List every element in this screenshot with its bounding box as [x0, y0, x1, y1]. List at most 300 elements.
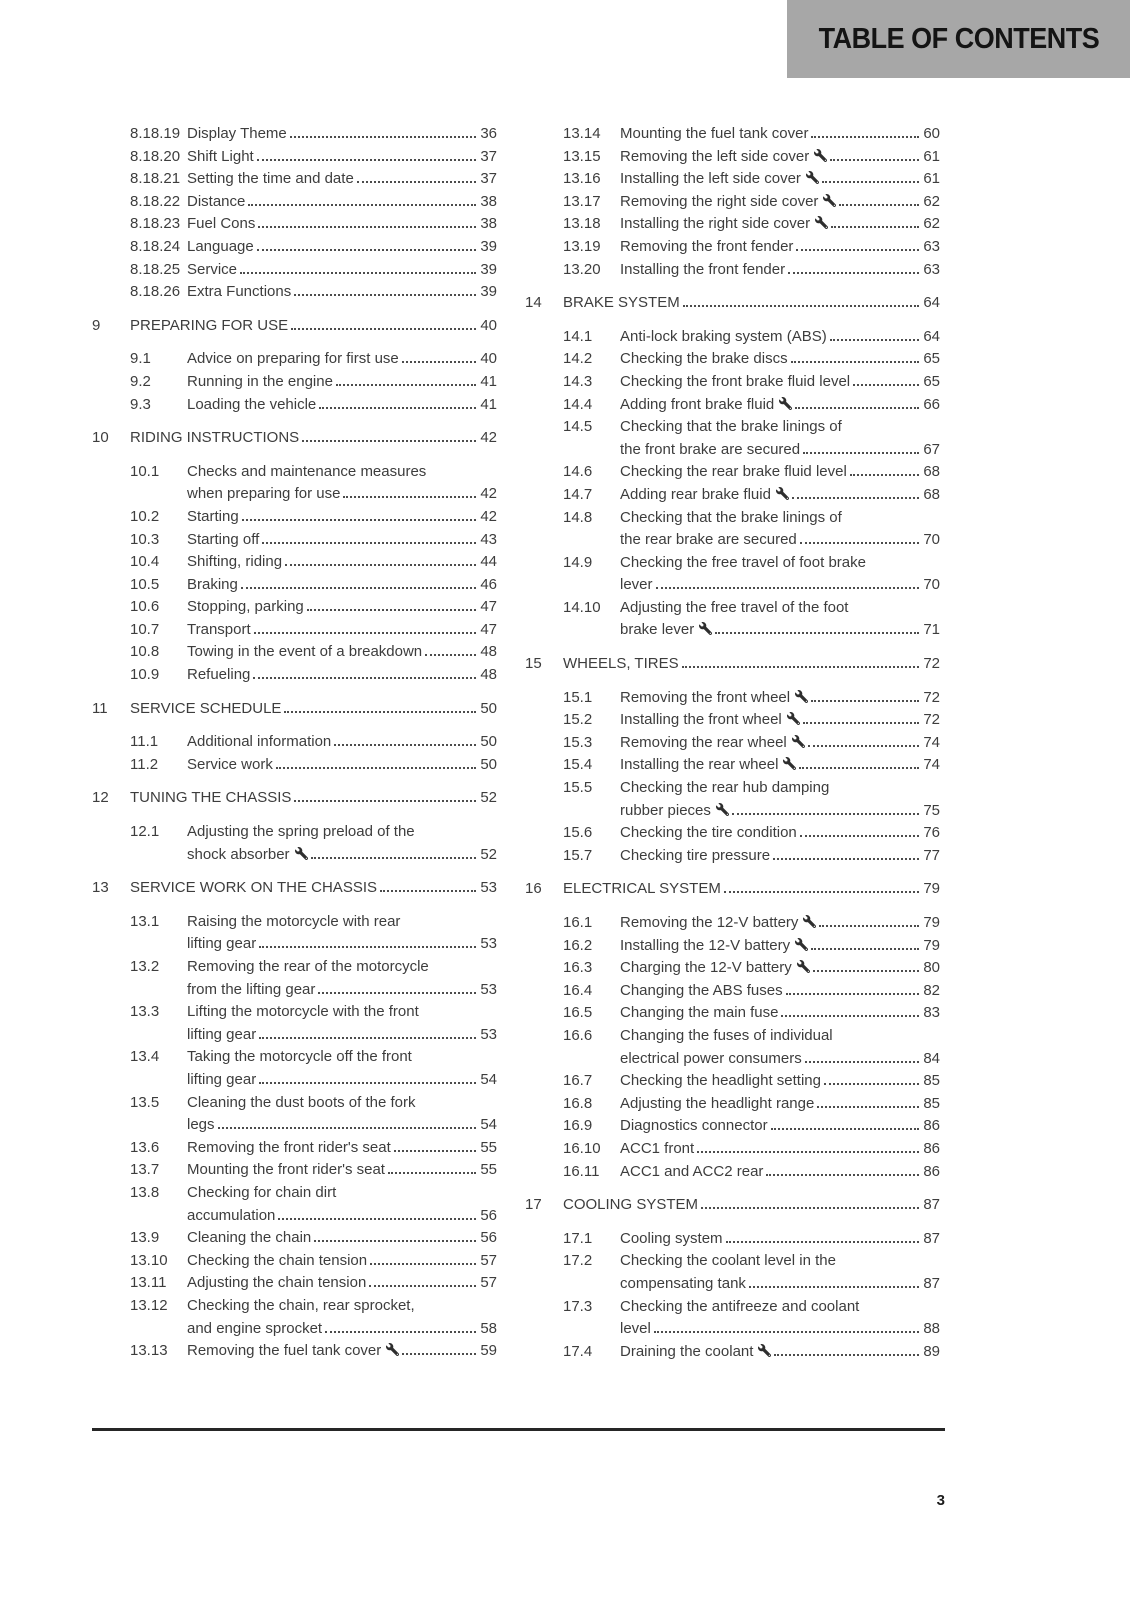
entry-title: Checking the chain tension [187, 1251, 368, 1269]
entry-page-number: 53 [480, 935, 497, 953]
entry-body [620, 709, 940, 732]
dot-leader [819, 925, 919, 927]
entry-body [187, 754, 497, 777]
footer-divider [92, 1428, 945, 1431]
entry-page-number: 87 [923, 1196, 940, 1214]
entry-page-number: 82 [923, 981, 940, 999]
toc-chapter-entry [525, 878, 940, 901]
entry-body [187, 1295, 497, 1340]
dot-leader [370, 1263, 476, 1265]
entry-page-number: 89 [923, 1342, 940, 1360]
entry-number: 13.8 [130, 1183, 160, 1201]
toc-sub-entry [525, 777, 940, 822]
entry-body [620, 123, 940, 146]
entry-number: 13.18 [563, 215, 601, 233]
entry-number: 11.1 [130, 733, 159, 751]
toc-sub-entry [92, 641, 497, 664]
toc-sub-entry [92, 1227, 497, 1250]
entry-title: Shift Light [187, 147, 254, 165]
entry-page-number: 38 [480, 215, 497, 233]
entry-body [620, 732, 940, 755]
entry-title-last-line [563, 878, 940, 901]
entry-body [620, 980, 940, 1003]
dot-leader [839, 204, 919, 206]
entry-title: COOLING SYSTEM [563, 1196, 699, 1214]
wrench-icon [815, 216, 828, 229]
toc-sub-entry [525, 1115, 940, 1138]
entry-page-number: 75 [923, 801, 940, 819]
entry-title: Checking the headlight setting [620, 1072, 821, 1090]
entry-title: RIDING INSTRUCTIONS [130, 429, 300, 447]
entry-body [620, 1070, 940, 1093]
entry-title: Stopping, parking [187, 598, 304, 616]
entry-title: Service work [187, 755, 273, 773]
entry-body [187, 619, 497, 642]
entry-title: SERVICE WORK ON THE CHASSIS [130, 879, 377, 897]
entry-number: 10.2 [130, 507, 160, 525]
entry-number: 9.3 [130, 395, 151, 413]
entry-title: Cooling system [620, 1229, 723, 1247]
toc-chapter-entry [525, 1194, 940, 1217]
dot-leader [724, 891, 919, 893]
entry-page-number: 41 [480, 372, 497, 390]
entry-title: Changing the ABS fuses [620, 981, 783, 999]
entry-page-number: 65 [923, 372, 940, 390]
entry-title: Changing the main fuse [620, 1004, 779, 1022]
entry-title: from the lifting gear [187, 980, 316, 998]
entry-title: lifting gear [187, 1070, 257, 1088]
entry-title: Draining the coolant [620, 1341, 771, 1364]
entry-body [563, 878, 940, 901]
entry-title-line: Checking that the brake linings of [620, 418, 842, 436]
entry-title: Removing the rear wheel [620, 732, 805, 755]
entry-page-number: 74 [923, 733, 940, 751]
dot-leader [697, 1151, 919, 1153]
entry-title: shock absorber [187, 844, 308, 867]
entry-number: 14.10 [563, 598, 601, 616]
entry-title-last-line [620, 1161, 940, 1184]
entry-number: 13.5 [130, 1093, 160, 1111]
entry-title-line: Checking the chain, rear sprocket, [187, 1296, 415, 1314]
entry-body [187, 551, 497, 574]
toc-sub-entry [92, 259, 497, 282]
entry-title-last-line [620, 236, 940, 259]
entry-title-last-line [187, 754, 497, 777]
entry-page-number: 68 [923, 485, 940, 503]
toc-sub-entry [525, 146, 940, 169]
dot-leader [781, 1015, 919, 1017]
entry-title: Adding rear brake fluid [620, 484, 789, 507]
toc-sub-entry [525, 935, 940, 958]
entry-title-last-line [187, 191, 497, 214]
entry-body [187, 911, 497, 956]
wrench-icon [716, 803, 729, 816]
entry-title-last-line [130, 787, 497, 810]
entry-body [620, 1002, 940, 1025]
entry-title: electrical power consumers [620, 1049, 802, 1067]
entry-number: 15.1 [563, 688, 593, 706]
entry-title: Removing the fuel tank cover [187, 1340, 399, 1363]
wrench-icon [386, 1343, 399, 1356]
dot-leader [853, 384, 919, 386]
dot-leader [307, 609, 476, 611]
entry-page-number: 52 [480, 789, 497, 807]
entry-page-number: 40 [480, 350, 497, 368]
entry-title-last-line [187, 1272, 497, 1295]
entry-number: 13.14 [563, 125, 601, 142]
entry-page-number: 56 [480, 1229, 497, 1247]
entry-body [620, 236, 940, 259]
dot-leader [257, 249, 476, 251]
entry-body [563, 1194, 940, 1217]
entry-title: Additional information [187, 733, 332, 751]
entry-body [620, 1093, 940, 1116]
entry-body [620, 1296, 940, 1341]
entry-page-number: 62 [923, 192, 940, 210]
entry-number: 8.18.24 [130, 237, 181, 255]
entry-title-last-line [620, 754, 940, 777]
entry-body [187, 348, 497, 371]
entry-body [187, 168, 497, 191]
footer-page-number: 3 [936, 1492, 945, 1509]
entry-page-number: 37 [480, 147, 497, 165]
entry-page-number: 48 [480, 643, 497, 661]
dot-leader [654, 1331, 919, 1333]
entry-title-last-line [620, 709, 940, 732]
entry-body [187, 236, 497, 259]
entry-title-line: Checking for chain dirt [187, 1183, 337, 1201]
entry-title-last-line [187, 281, 497, 304]
entry-title-line: Adjusting the free travel of the foot [620, 598, 849, 616]
toc-sub-entry [525, 1025, 940, 1070]
toc-sub-entry [92, 821, 497, 866]
dot-leader [259, 946, 476, 948]
entry-title: Setting the time and date [187, 170, 354, 188]
entry-title: Checking the brake discs [620, 350, 788, 368]
entry-page-number: 80 [923, 959, 940, 977]
entry-title: lifting gear [187, 1025, 257, 1043]
dot-leader [218, 1127, 476, 1129]
dot-leader [314, 1240, 476, 1242]
entry-page-number: 79 [923, 880, 940, 898]
entry-page-number: 72 [923, 688, 940, 706]
entry-body [620, 687, 940, 710]
dot-leader [302, 440, 476, 442]
entry-title: Adjusting the chain tension [187, 1274, 367, 1292]
entry-number: 16.10 [563, 1139, 601, 1157]
toc-sub-entry [92, 1092, 497, 1137]
dot-leader [402, 361, 476, 363]
toc-sub-entry [92, 168, 497, 191]
entry-title: when preparing for use [187, 485, 341, 503]
entry-title-last-line [620, 687, 940, 710]
dot-leader [656, 587, 919, 589]
entry-number: 10.6 [130, 598, 160, 616]
wrench-icon [823, 194, 836, 207]
wrench-icon [783, 757, 796, 770]
entry-number: 13.3 [130, 1003, 160, 1021]
entry-title-last-line [563, 653, 940, 676]
toc-sub-entry [525, 709, 940, 732]
page-title: TABLE OF CONTENTS [818, 22, 1099, 55]
toc-sub-entry [92, 664, 497, 687]
entry-title-last-line [187, 1318, 497, 1341]
toc-sub-entry [525, 1138, 940, 1161]
entry-page-number: 41 [480, 395, 497, 413]
toc-sub-entry [525, 912, 940, 935]
dot-leader [803, 722, 919, 724]
entry-number: 16.1 [563, 914, 593, 931]
entry-number: 10.3 [130, 530, 160, 548]
entry-title-line: Adjusting the spring preload of the [187, 823, 415, 841]
entry-number: 8.18.19 [130, 125, 181, 142]
entry-title-last-line [187, 1069, 497, 1092]
entry-number: 13.17 [563, 192, 601, 210]
entry-page-number: 42 [480, 429, 497, 447]
entry-page-number: 63 [923, 237, 940, 255]
entry-body [187, 664, 497, 687]
entry-title-last-line [187, 574, 497, 597]
entry-number: 13.6 [130, 1138, 160, 1156]
dot-leader [786, 993, 919, 995]
toc-sub-entry [92, 529, 497, 552]
entry-title-last-line [620, 439, 940, 462]
entry-number: 15.4 [563, 756, 593, 774]
entry-title: Transport [187, 620, 251, 638]
toc-sub-entry [525, 1296, 940, 1341]
entry-page-number: 87 [923, 1229, 940, 1247]
entry-title: Installing the 12-V battery [620, 935, 808, 958]
entry-title-last-line [187, 371, 497, 394]
entry-title: rubber pieces [620, 800, 729, 823]
toc-sub-entry [525, 168, 940, 191]
dot-leader [811, 700, 919, 702]
entry-body [187, 1137, 497, 1160]
dot-leader [800, 835, 919, 837]
entry-page-number: 54 [480, 1116, 497, 1134]
toc-sub-entry [92, 1182, 497, 1227]
entry-page-number: 53 [480, 879, 497, 897]
entry-body [187, 1159, 497, 1182]
entry-title: accumulation [187, 1206, 276, 1224]
entry-number: 13.2 [130, 958, 160, 975]
toc-sub-entry [92, 394, 497, 417]
toc-sub-entry [92, 281, 497, 304]
entry-body [620, 168, 940, 191]
entry-title: Display Theme [187, 125, 287, 142]
entry-title: Mounting the fuel tank cover [620, 125, 809, 142]
dot-leader [701, 1207, 919, 1209]
toc-sub-entry [525, 1161, 940, 1184]
dot-leader [811, 136, 919, 138]
entry-body [620, 1025, 940, 1070]
entry-title-line: Removing the rear of the motorcycle [187, 958, 429, 975]
entry-title-last-line [187, 506, 497, 529]
entry-title-last-line [187, 844, 497, 867]
entry-page-number: 48 [480, 666, 497, 684]
entry-body [620, 326, 940, 349]
entry-body [187, 574, 497, 597]
dot-leader [726, 1241, 919, 1243]
entry-page-number: 86 [923, 1117, 940, 1135]
toc-sub-entry [92, 551, 497, 574]
entry-title-line: Changing the fuses of individual [620, 1026, 833, 1044]
entry-title: Mounting the front rider's seat [187, 1161, 385, 1179]
entry-number: 10.8 [130, 643, 160, 661]
entry-title-last-line [187, 933, 497, 956]
entry-title-last-line [187, 619, 497, 642]
dot-leader [294, 800, 476, 802]
entry-page-number: 66 [923, 395, 940, 413]
entry-page-number: 65 [923, 350, 940, 368]
dot-leader [831, 226, 919, 228]
entry-title-line: Checks and maintenance measures [187, 462, 427, 480]
entry-title: Checking the tire condition [620, 824, 797, 842]
entry-body [130, 787, 497, 810]
entry-number: 8.18.20 [130, 147, 181, 165]
entry-page-number: 55 [480, 1161, 497, 1179]
entry-number: 13.1 [130, 912, 160, 930]
entry-page-number: 53 [480, 1025, 497, 1043]
dot-leader [771, 1128, 919, 1130]
wrench-icon [787, 712, 800, 725]
entry-title-last-line [187, 236, 497, 259]
entry-title: Installing the right side cover [620, 213, 828, 236]
dot-leader [830, 159, 919, 161]
entry-number: 16.9 [563, 1117, 593, 1135]
toc-sub-entry [525, 326, 940, 349]
dot-leader [766, 1174, 919, 1176]
entry-body [187, 213, 497, 236]
entry-body [620, 259, 940, 282]
entry-title: Refueling [187, 666, 251, 684]
entry-title-last-line [620, 1228, 940, 1251]
entry-number: 14.7 [563, 485, 593, 503]
dot-leader [240, 272, 476, 274]
toc-chapter-entry [92, 787, 497, 810]
toc-sub-entry [92, 956, 497, 1001]
wrench-icon [795, 938, 808, 951]
entry-title: level [620, 1320, 651, 1338]
entry-page-number: 60 [923, 125, 940, 142]
entry-body [187, 281, 497, 304]
dot-leader [276, 767, 476, 769]
entry-title-last-line [620, 1341, 940, 1364]
entry-number: 8.18.22 [130, 192, 181, 210]
dot-leader [799, 767, 919, 769]
entry-body [620, 1115, 940, 1138]
entry-number: 12.1 [130, 823, 160, 841]
entry-title: Checking the front brake fluid level [620, 372, 851, 390]
dot-leader [732, 813, 919, 815]
entry-number: 10 [92, 429, 109, 447]
entry-body [187, 394, 497, 417]
entry-title-last-line [130, 877, 497, 900]
entry-title-last-line [187, 1227, 497, 1250]
toc-chapter-entry [92, 315, 497, 338]
entry-title-line: Taking the motorcycle off the front [187, 1048, 412, 1066]
entry-number: 11 [92, 699, 108, 717]
entry-number: 17.3 [563, 1297, 593, 1315]
entry-title: Installing the front wheel [620, 709, 800, 732]
dot-leader [811, 948, 919, 950]
entry-title: Checking tire pressure [620, 846, 771, 864]
toc-sub-entry [525, 348, 940, 371]
dot-leader [291, 328, 476, 330]
entry-body [620, 1138, 940, 1161]
dot-leader [388, 1172, 476, 1174]
dot-leader [824, 1083, 919, 1085]
entry-page-number: 86 [923, 1162, 940, 1180]
entry-page-number: 52 [480, 845, 497, 863]
entry-title: BRAKE SYSTEM [563, 294, 680, 312]
entry-body [620, 146, 940, 169]
dot-leader [822, 181, 919, 183]
entry-title: legs [187, 1116, 215, 1134]
entry-number: 10.7 [130, 620, 160, 638]
entry-page-number: 71 [923, 621, 940, 639]
entry-body [130, 427, 497, 450]
entry-number: 17 [525, 1196, 542, 1214]
entry-number: 13.7 [130, 1161, 160, 1179]
entry-title-last-line [187, 394, 497, 417]
entry-body [187, 1340, 497, 1363]
dot-leader [262, 542, 476, 544]
entry-body [620, 912, 940, 935]
entry-title-last-line [187, 551, 497, 574]
entry-title-last-line [130, 427, 497, 450]
entry-page-number: 63 [923, 260, 940, 278]
toc-sub-entry [525, 416, 940, 461]
entry-title: Installing the front fender [620, 260, 786, 278]
entry-page-number: 61 [923, 170, 940, 188]
entry-title-last-line [620, 732, 940, 755]
entry-title-last-line [620, 461, 940, 484]
entry-number: 13.15 [563, 147, 601, 165]
entry-title-line: Checking that the brake linings of [620, 508, 842, 526]
entry-title-last-line [620, 326, 940, 349]
entry-number: 16.8 [563, 1094, 593, 1112]
entry-number: 10.4 [130, 553, 160, 571]
entry-title: Removing the front wheel [620, 687, 808, 710]
toc-sub-entry [92, 574, 497, 597]
entry-title: Checking the rear brake fluid level [620, 463, 847, 481]
toc-sub-entry [92, 1137, 497, 1160]
wrench-icon [779, 397, 792, 410]
entry-title-line: Raising the motorcycle with rear [187, 912, 401, 930]
dot-leader [369, 1285, 476, 1287]
entry-number: 16.11 [563, 1162, 600, 1180]
entry-title: PREPARING FOR USE [130, 316, 289, 334]
entry-number: 13.19 [563, 237, 601, 255]
entry-title-last-line [187, 483, 497, 506]
toc-sub-entry [92, 1272, 497, 1295]
entry-title: Removing the 12-V battery [620, 912, 816, 935]
entry-title: Fuel Cons [187, 215, 256, 233]
toc-sub-entry [525, 236, 940, 259]
entry-title: Adding front brake fluid [620, 394, 792, 417]
dot-leader [259, 1037, 476, 1039]
toc-sub-entry [525, 552, 940, 597]
entry-body [620, 957, 940, 980]
entry-title-last-line [620, 1115, 940, 1138]
entry-title-last-line [187, 641, 497, 664]
entry-title-last-line [563, 292, 940, 315]
entry-number: 17.4 [563, 1342, 593, 1360]
entry-title-last-line [620, 957, 940, 980]
entry-number: 15.5 [563, 779, 593, 797]
dot-leader [241, 587, 476, 589]
